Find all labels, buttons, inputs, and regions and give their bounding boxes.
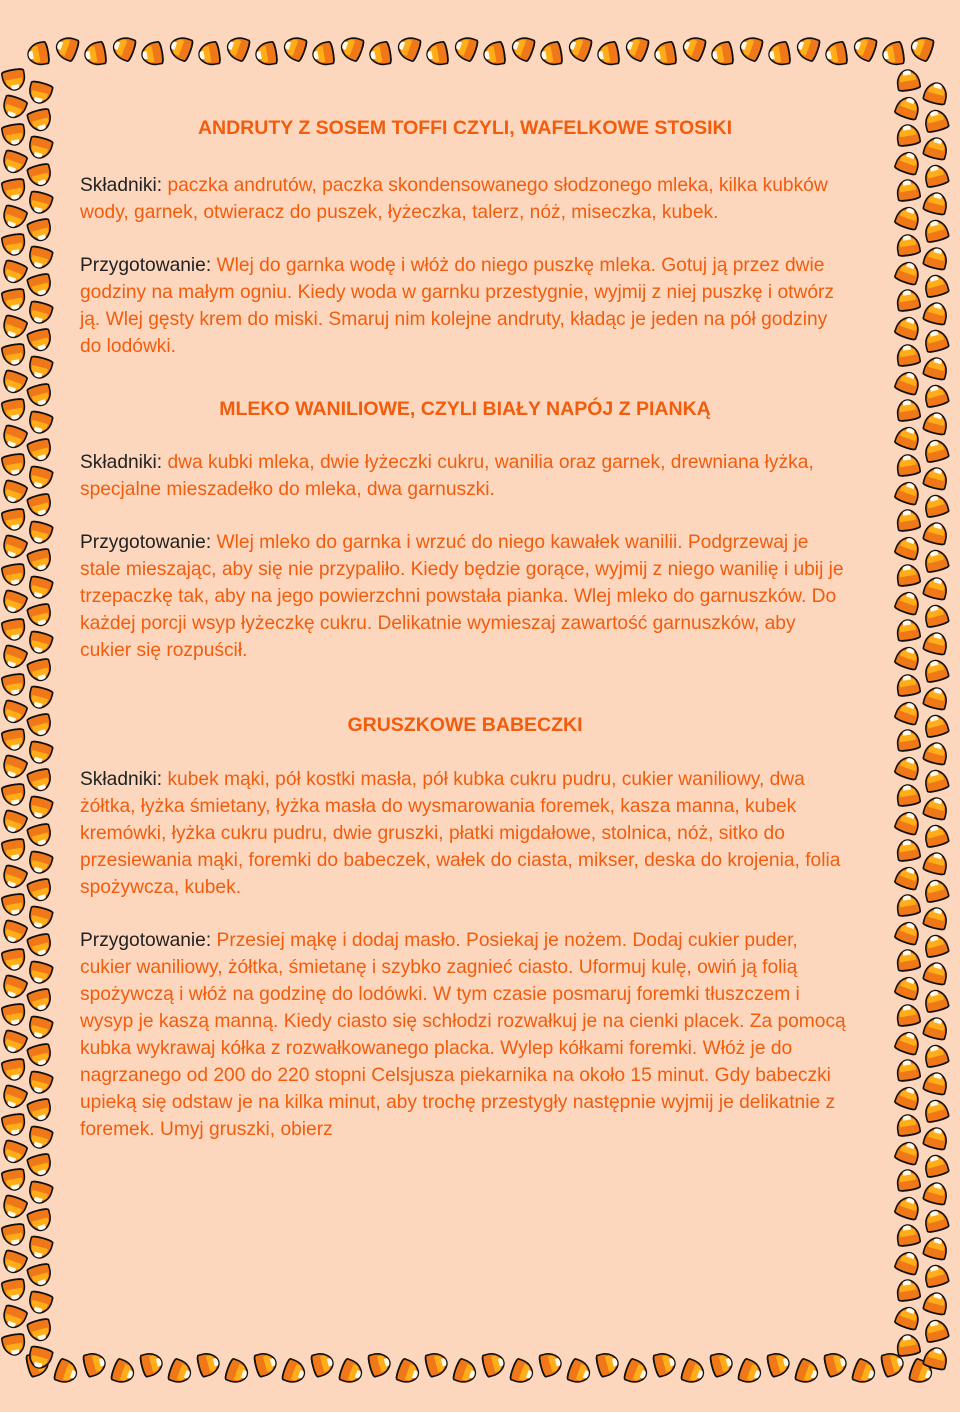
candy-corn-icon	[566, 1358, 593, 1386]
candy-corn-icon	[27, 850, 53, 875]
candy-corn-icon	[27, 383, 53, 408]
candy-corn-icon	[737, 1358, 764, 1386]
candy-corn-icon	[0, 1304, 28, 1331]
candy-corn-icon	[0, 974, 28, 1001]
candy-corn-icon	[923, 1098, 949, 1123]
candy-corn-icon	[566, 34, 593, 62]
candy-corn-icon	[254, 41, 278, 66]
candy-corn-icon	[27, 768, 53, 793]
candy-corn-icon	[894, 809, 922, 836]
candy-corn-icon	[895, 1003, 920, 1027]
recipe-section	[80, 712, 850, 1143]
candy-corn-icon	[894, 94, 922, 121]
candy-corn-icon	[338, 34, 365, 62]
preparation-label: Przygotowanie:	[80, 930, 212, 951]
candy-corn-icon	[27, 823, 53, 848]
candy-corn-icon	[895, 1168, 920, 1192]
candy-corn-icon	[923, 988, 949, 1013]
candy-corn-icon	[709, 1351, 734, 1377]
candy-corn-icon	[0, 479, 28, 506]
candy-corn-icon	[595, 1351, 620, 1377]
candy-corn-icon	[895, 838, 920, 862]
candy-corn-icon	[894, 754, 922, 781]
candy-corn-icon	[311, 41, 335, 66]
candy-corn-icon	[895, 893, 920, 917]
candy-corn-icon	[27, 273, 53, 298]
candy-corn-icon	[26, 41, 50, 66]
ingredients-text: dwa kubki mleka, dwie łyżeczki cukru, wanilia oraz garnek, drewniana łyżka, specjalne mieszadełko do mleka, dwa garnuszki.	[80, 452, 814, 500]
candy-corn-icon	[923, 218, 949, 243]
candy-corn-icon	[452, 1358, 479, 1386]
candy-corn-icon	[923, 795, 949, 820]
candy-corn-icon	[894, 259, 922, 286]
candy-corn-icon	[0, 369, 28, 396]
candy-corn-icon	[27, 795, 53, 820]
candy-corn-icon	[139, 1351, 164, 1377]
candy-corn-icon	[1, 838, 26, 862]
candy-corn-icon	[923, 1015, 949, 1040]
candy-corn-icon	[53, 1358, 80, 1386]
candy-corn-icon	[1, 68, 26, 92]
candy-corn-icon	[27, 713, 53, 738]
candy-corn-icon	[923, 1070, 949, 1095]
candy-corn-icon	[923, 300, 949, 325]
ingredients-paragraph	[80, 172, 850, 226]
candy-corn-icon	[894, 644, 922, 671]
candy-corn-icon	[894, 1304, 922, 1331]
candy-corn-icon	[895, 178, 920, 202]
candy-corn-icon	[894, 699, 922, 726]
candy-corn-icon	[27, 1125, 53, 1150]
candy-corn-icon	[281, 34, 308, 62]
candy-corn-icon	[923, 933, 949, 958]
preparation-label: Przygotowanie:	[80, 532, 212, 553]
candy-corn-icon	[0, 314, 28, 341]
candy-corn-icon	[895, 123, 920, 147]
candy-corn-icon	[881, 41, 905, 66]
candy-corn-icon	[53, 34, 80, 62]
candy-corn-icon	[895, 508, 920, 532]
candy-corn-icon	[27, 740, 53, 765]
candy-corn-icon	[27, 108, 53, 133]
candy-corn-icon	[0, 754, 28, 781]
recipe-title: ANDRUTY Z SOSEM TOFFI CZYLI, WAFELKOWE STOSIKI	[197, 117, 733, 139]
candy-corn-icon	[27, 438, 53, 463]
candy-corn-icon	[27, 1180, 53, 1205]
candy-corn-icon	[1, 508, 26, 532]
candy-corn-icon	[395, 34, 422, 62]
candy-corn-icon	[0, 534, 28, 561]
candy-corn-icon	[894, 479, 922, 506]
candy-corn-icon	[281, 1358, 308, 1386]
candy-corn-icon	[737, 34, 764, 62]
candy-corn-icon	[923, 960, 949, 985]
ingredients-label: Składniki:	[80, 452, 163, 473]
candy-corn-icon	[253, 1351, 278, 1377]
candy-corn-icon	[923, 465, 949, 490]
candy-corn-icon	[895, 563, 920, 587]
candy-corn-icon	[895, 1278, 920, 1302]
candy-corn-icon	[27, 575, 53, 600]
candy-corn-icon	[27, 465, 53, 490]
candy-corn-icon	[27, 988, 53, 1013]
candy-corn-icon	[923, 685, 949, 710]
candy-corn-icon	[196, 1351, 221, 1377]
recipe-document	[80, 115, 850, 1143]
candy-corn-icon	[766, 1351, 791, 1377]
candy-corn-icon	[0, 1029, 28, 1056]
candy-corn-icon	[1, 178, 26, 202]
candy-corn-icon	[895, 728, 920, 752]
candy-corn-icon	[224, 1358, 251, 1386]
candy-corn-icon	[923, 575, 949, 600]
candy-corn-icon	[27, 905, 53, 930]
candy-corn-icon	[923, 135, 949, 160]
candy-corn-icon	[895, 1333, 920, 1357]
candy-corn-icon	[894, 1084, 922, 1111]
candy-corn-icon	[538, 1351, 563, 1377]
candy-corn-icon	[923, 245, 949, 270]
ingredients-text: paczka andrutów, paczka skondensowanego słodzonego mleka, kilka kubków wody, garnek, otwieracz do puszek, łyżeczka, talerz, nóż, miseczka, kubek.	[80, 175, 828, 223]
candy-corn-icon	[895, 233, 920, 257]
candy-corn-icon	[894, 919, 922, 946]
candy-corn-icon	[1, 1058, 26, 1082]
candy-corn-icon	[424, 1351, 449, 1377]
candy-corn-icon	[895, 948, 920, 972]
candy-corn-icon	[1, 233, 26, 257]
candy-corn-icon	[452, 34, 479, 62]
candy-corn-icon	[27, 1043, 53, 1068]
preparation-text: Wlej mleko do garnka i wrzuć do niego kawałek wanilii. Podgrzewaj je stale mieszając, aby się nie przypaliło. Kiedy będzie gorące, wyjmij z niego wanilię i ubij je trzepaczkę tak, aby na jego powierzchni powstała pianka. Wlej mleko do garnuszków. Do każdej porcji wsyp łyżeczkę cukru. Delikatnie wymieszaj zawartość garnuszków, aby cukier się rozpuścił.	[80, 532, 844, 661]
candy-corn-icon	[0, 259, 28, 286]
candy-corn-icon	[923, 410, 949, 435]
candy-corn-icon	[923, 1208, 949, 1233]
candy-corn-icon	[895, 618, 920, 642]
candy-corn-icon	[894, 369, 922, 396]
candy-corn-icon	[894, 589, 922, 616]
candy-corn-icon	[623, 34, 650, 62]
candy-corn-icon	[0, 1084, 28, 1111]
preparation-label: Przygotowanie:	[80, 255, 212, 276]
recipe-section	[80, 396, 850, 664]
candy-corn-icon	[224, 34, 251, 62]
candy-corn-icon	[27, 603, 53, 628]
candy-corn-icon	[1, 563, 26, 587]
candy-corn-icon	[27, 1153, 53, 1178]
candy-corn-icon	[395, 1358, 422, 1386]
candy-corn-icon	[0, 149, 28, 176]
candy-corn-icon	[895, 783, 920, 807]
candy-corn-icon	[710, 41, 734, 66]
candy-corn-icon	[895, 398, 920, 422]
candy-corn-icon	[167, 1358, 194, 1386]
candy-corn-icon	[894, 534, 922, 561]
candy-corn-icon	[27, 933, 53, 958]
candy-corn-icon	[923, 630, 949, 655]
candy-corn-icon	[1, 893, 26, 917]
candy-corn-icon	[539, 41, 563, 66]
candy-corn-icon	[680, 34, 707, 62]
candy-corn-icon	[1, 673, 26, 697]
candy-corn-icon	[653, 41, 677, 66]
candy-corn-icon	[923, 438, 949, 463]
candy-corn-icon	[1, 728, 26, 752]
candy-corn-icon	[923, 273, 949, 298]
ingredients-text: kubek mąki, pół kostki masła, pół kubka cukru pudru, cukier waniliowy, dwa żółtka, łyżka śmietany, łyżka masła do wysmarowania foremek, kasza manna, kubek kremówki, łyżka cukru pudru, dwie gruszki, płatki migdałowe, stolnica, nóż, sitko do przesiewania mąki, foremki do babeczek, wałek do ciasta, mikser, deska do krojenia, folia spożywcza, kubek.	[80, 769, 841, 898]
candy-corn-icon	[27, 245, 53, 270]
candy-corn-icon	[895, 68, 920, 92]
candy-corn-icon	[767, 41, 791, 66]
candy-corn-icon	[27, 548, 53, 573]
candy-corn-icon	[895, 1113, 920, 1137]
candy-corn-icon	[895, 1223, 920, 1247]
candy-corn-icon	[27, 493, 53, 518]
candy-corn-icon	[1, 1113, 26, 1137]
candy-corn-icon	[923, 658, 949, 683]
candy-corn-icon	[27, 960, 53, 985]
candy-corn-icon	[894, 1029, 922, 1056]
candy-corn-icon	[27, 410, 53, 435]
candy-corn-icon	[140, 41, 164, 66]
recipe-title: GRUSZKOWE BABECZKI	[347, 714, 583, 736]
candy-corn-icon	[1, 1333, 26, 1357]
candy-corn-icon	[27, 1208, 53, 1233]
candy-corn-icon	[27, 520, 53, 545]
candy-corn-icon	[509, 34, 536, 62]
candy-corn-icon	[923, 355, 949, 380]
candy-corn-icon	[923, 1318, 949, 1343]
candy-corn-icon	[908, 34, 935, 62]
candy-corn-icon	[27, 630, 53, 655]
candy-corn-icon	[895, 288, 920, 312]
candy-corn-icon	[0, 699, 28, 726]
candy-corn-icon	[27, 1015, 53, 1040]
candy-corn-icon	[894, 974, 922, 1001]
candy-corn-icon	[894, 424, 922, 451]
candy-corn-icon	[923, 1290, 949, 1315]
candy-corn-icon	[623, 1358, 650, 1386]
candy-corn-icon	[1, 618, 26, 642]
candy-corn-icon	[794, 1358, 821, 1386]
preparation-text: Przesiej mąkę i dodaj masło. Posiekaj je nożem. Dodaj cukier puder, cukier waniliowy, żółtka, śmietanę i szybko zagnieć ciasto. Uformuj kulę, owiń ją folią spożywczą i włóż na godzinę do lodówki. W tym czasie posmaruj foremki tłuszczem i wysyp je kaszą manną. Kiedy ciasto się schłodzi rozwałkuj je na cienki placek. Za pomocą kubka wykrawaj kółka z rozwałkowanego placka. Wylep kółkami foremki. Włóż je do nagrzanego od 200 do 220 stopni Celsjusza piekarnika na około 15 minut. Gdy babeczki upieką się odstaw je na kilka minut, aby trochę przestygły następnie wyjmij je delikatnie z foremek. Umyj gruszki, obierz	[80, 930, 846, 1140]
candy-corn-icon	[923, 520, 949, 545]
candy-corn-icon	[923, 190, 949, 215]
candy-corn-icon	[923, 1263, 949, 1288]
ingredients-paragraph	[80, 449, 850, 503]
candy-corn-icon	[895, 343, 920, 367]
candy-corn-icon	[310, 1351, 335, 1377]
candy-corn-icon	[923, 80, 949, 105]
candy-corn-icon	[110, 1358, 137, 1386]
candy-corn-icon	[894, 1249, 922, 1276]
candy-corn-icon	[923, 548, 949, 573]
candy-corn-icon	[1, 288, 26, 312]
candy-corn-icon	[1, 343, 26, 367]
candy-corn-icon	[0, 424, 28, 451]
candy-corn-icon	[1, 1168, 26, 1192]
candy-corn-icon	[0, 919, 28, 946]
candy-corn-icon	[923, 740, 949, 765]
ingredients-paragraph	[80, 766, 850, 901]
candy-corn-icon	[895, 1058, 920, 1082]
candy-corn-icon	[27, 135, 53, 160]
candy-corn-icon	[794, 34, 821, 62]
candy-corn-icon	[27, 328, 53, 353]
candy-corn-icon	[197, 41, 221, 66]
candy-corn-icon	[338, 1358, 365, 1386]
candy-corn-icon	[923, 603, 949, 628]
candy-corn-icon	[851, 1358, 878, 1386]
candy-corn-icon	[923, 1180, 949, 1205]
candy-corn-icon	[923, 850, 949, 875]
candy-corn-icon	[923, 1125, 949, 1150]
candy-corn-icon	[923, 1043, 949, 1068]
candy-corn-icon	[0, 589, 28, 616]
candy-corn-icon	[481, 1351, 506, 1377]
candy-corn-icon	[0, 644, 28, 671]
candy-corn-icon	[110, 34, 137, 62]
candy-corn-icon	[27, 658, 53, 683]
candy-corn-icon	[27, 1235, 53, 1260]
candy-corn-icon	[27, 218, 53, 243]
candy-corn-icon	[82, 1351, 107, 1377]
candy-corn-icon	[425, 41, 449, 66]
candy-corn-icon	[83, 41, 107, 66]
candy-corn-icon	[923, 493, 949, 518]
candy-corn-icon	[27, 80, 53, 105]
candy-corn-icon	[652, 1351, 677, 1377]
candy-corn-icon	[27, 1318, 53, 1343]
candy-corn-icon	[894, 1194, 922, 1221]
candy-corn-icon	[27, 1070, 53, 1095]
candy-corn-icon	[367, 1351, 392, 1377]
recipe-section	[80, 115, 850, 360]
candy-corn-icon	[894, 1139, 922, 1166]
ingredients-label: Składniki:	[80, 769, 163, 790]
candy-corn-icon	[923, 163, 949, 188]
candy-corn-icon	[923, 905, 949, 930]
ingredients-label: Składniki:	[80, 175, 163, 196]
candy-corn-icon	[167, 34, 194, 62]
candy-corn-icon	[27, 1098, 53, 1123]
candy-corn-icon	[27, 1290, 53, 1315]
candy-corn-icon	[894, 864, 922, 891]
preparation-text: Wlej do garnka wodę i włóż do niego puszkę mleka. Gotuj ją przez dwie godziny na małym ogniu. Kiedy woda w garnku przestygnie, wyjmij z niej puszkę i otwórz ją. Wlej gęsty krem do miski. Smaruj nim kolejne andruty, kładąc je jeden na pół godziny do lodówki.	[80, 255, 834, 357]
candy-corn-icon	[894, 204, 922, 231]
candy-corn-icon	[1, 948, 26, 972]
candy-corn-icon	[368, 41, 392, 66]
candy-corn-icon	[27, 685, 53, 710]
candy-corn-icon	[923, 878, 949, 903]
candy-corn-icon	[1, 1278, 26, 1302]
candy-corn-icon	[27, 190, 53, 215]
candy-corn-icon	[27, 878, 53, 903]
candy-corn-icon	[1, 398, 26, 422]
candy-corn-icon	[509, 1358, 536, 1386]
candy-corn-icon	[923, 383, 949, 408]
candy-corn-icon	[0, 1194, 28, 1221]
candy-corn-icon	[0, 1139, 28, 1166]
candy-corn-icon	[1, 1003, 26, 1027]
candy-corn-icon	[1, 1223, 26, 1247]
candy-corn-icon	[895, 453, 920, 477]
candy-corn-icon	[823, 1351, 848, 1377]
candy-corn-icon	[923, 328, 949, 353]
recipe-title: MLEKO WANILIOWE, CZYLI BIAŁY NAPÓJ Z PIANKĄ	[219, 398, 711, 420]
candy-corn-icon	[0, 809, 28, 836]
candy-corn-icon	[27, 300, 53, 325]
candy-corn-icon	[1, 123, 26, 147]
candy-corn-icon	[0, 1249, 28, 1276]
candy-corn-icon	[895, 673, 920, 697]
preparation-paragraph	[80, 252, 850, 360]
preparation-paragraph	[80, 927, 850, 1143]
candy-corn-icon	[0, 864, 28, 891]
preparation-paragraph	[80, 529, 850, 664]
candy-corn-icon	[27, 1263, 53, 1288]
candy-corn-icon	[851, 34, 878, 62]
candy-corn-icon	[824, 41, 848, 66]
candy-corn-icon	[1, 783, 26, 807]
candy-corn-icon	[894, 149, 922, 176]
candy-corn-icon	[680, 1358, 707, 1386]
candy-corn-icon	[923, 108, 949, 133]
candy-corn-icon	[923, 768, 949, 793]
candy-corn-icon	[0, 94, 28, 121]
candy-corn-icon	[923, 1153, 949, 1178]
candy-corn-icon	[923, 1235, 949, 1260]
candy-corn-icon	[923, 713, 949, 738]
candy-corn-icon	[27, 355, 53, 380]
candy-corn-icon	[923, 823, 949, 848]
candy-corn-icon	[482, 41, 506, 66]
candy-corn-icon	[596, 41, 620, 66]
candy-corn-icon	[27, 163, 53, 188]
candy-corn-icon	[0, 204, 28, 231]
candy-corn-icon	[894, 314, 922, 341]
candy-corn-icon	[1, 453, 26, 477]
